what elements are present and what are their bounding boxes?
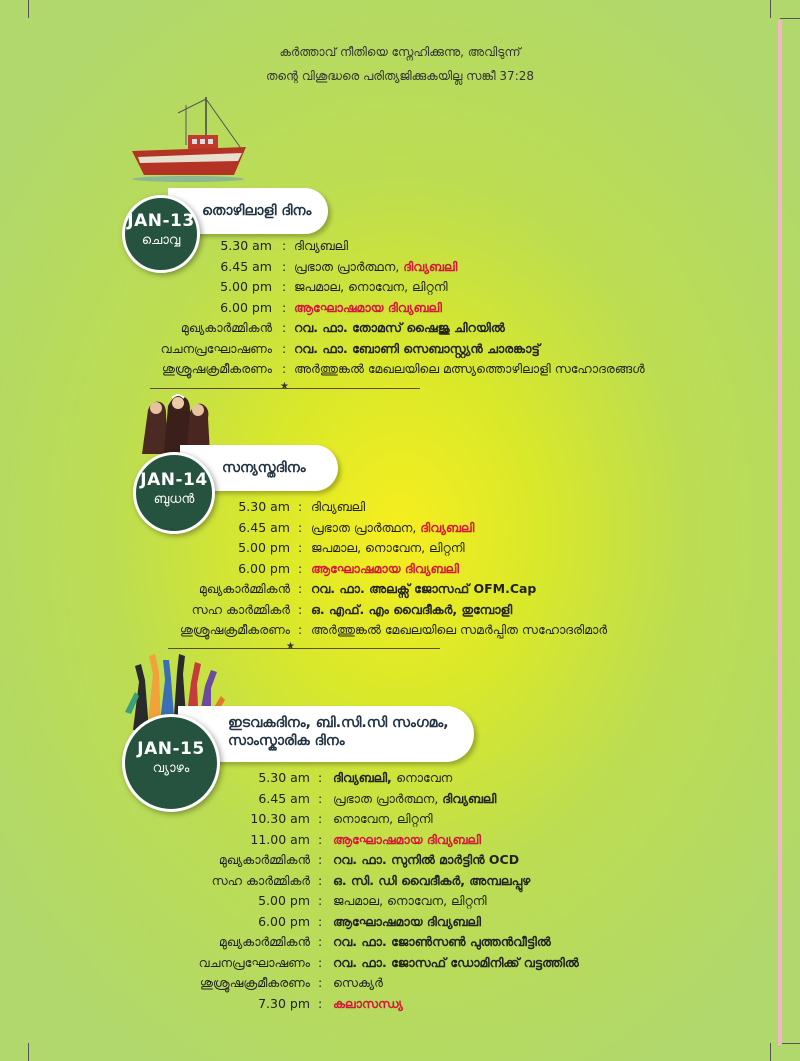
row-value: പ്രഭാത പ്രാർത്ഥന, ദിവ്യബലി — [311, 519, 475, 535]
schedule-row: മുഖ്യകാർമ്മികൻ : റവ. ഫാ. അലക്സ് ജോസഫ് OFM.Cap — [0, 579, 800, 600]
row-label: സഹ കാർമ്മികർ — [191, 601, 290, 617]
row-value: റവ. ഫാ. ജോസഫ് ഡോമിനിക്ക് വട്ടത്തിൽ — [333, 954, 579, 970]
section-divider — [168, 648, 440, 649]
row-value: ആഘോഷമായ ദിവ്യബലി — [333, 831, 481, 847]
row-value: ജപമാല, നൊവേന, ലിറ്റനി — [311, 540, 465, 555]
schedule-row: 5.30 am : ദിവ്യബലി — [0, 236, 800, 257]
row-label: മുഖ്യകാർമ്മികൻ — [218, 934, 310, 949]
weekday-label: വ്യാഴം — [152, 761, 190, 776]
crop-mark — [28, 0, 29, 18]
row-label: 5.00 pm — [220, 279, 272, 294]
schedule-row: 6.45 am : പ്രഭാത പ്രാർത്ഥന, ദിവ്യബലി — [0, 257, 800, 278]
schedule-row: വചനപ്രഘോഷണം : റവ. ഫാ. ജോസഫ് ഡോമിനിക്ക് വട്ടത്തിൽ — [0, 953, 800, 974]
row-label: 5.00 pm — [238, 540, 290, 555]
row-value: റവ. ഫാ. സുനിൽ മാർട്ടിൻ OCD — [333, 852, 520, 867]
row-label: 6.45 am — [220, 258, 272, 274]
section-title-line-2: സാംസ്കാരിക ദിനം — [228, 733, 345, 749]
row-label: 7.30 pm — [258, 995, 310, 1011]
crop-mark — [780, 18, 800, 19]
row-value: റവ. ഫാ. ജോൺസൺ പുത്തൻവീട്ടിൽ — [333, 934, 551, 949]
section-title — [228, 714, 449, 750]
schedule-row: മുഖ്യകാർമ്മികൻ : റവ. ഫാ. ജോൺസൺ പുത്തൻവീട്ടിൽ — [0, 932, 800, 953]
date-label: JAN-14 — [140, 470, 208, 490]
row-label: 10.30 am — [250, 811, 310, 826]
row-label: ശുശ്രൂഷക്രമീകരണം — [179, 622, 290, 637]
row-label: 11.00 am — [250, 831, 310, 847]
row-value: റവ. ഫാ. തോമസ് ഷൈജു ചിറയിൽ — [294, 320, 505, 335]
row-value: നൊവേന, ലിറ്റനി — [333, 811, 433, 826]
schedule-row: സഹ കാർമ്മികർ : ഒ. സി. ഡി വൈദീകർ, അമ്പലപ്പുഴ — [0, 871, 800, 892]
schedule-row: വചനപ്രഘോഷണം : റവ. ഫാ. ബോണി സെബാസ്റ്റ്യൻ ചാരങ്കാട്ട് — [0, 339, 800, 360]
row-label: മുഖ്യകാർമ്മികൻ — [218, 852, 310, 867]
row-label: 5.30 am — [258, 770, 310, 785]
row-value: ആഘോഷമായ ദിവ്യബലി — [311, 560, 459, 576]
divider-star-icon: ★ — [286, 641, 295, 652]
row-label: 6.00 pm — [258, 913, 310, 929]
section-title-tab — [178, 706, 474, 762]
schedule-row: 6.00 pm : ആഘോഷമായ ദിവ്യബലി — [0, 912, 800, 933]
section-title-line-1: ഇടവകദിനം, ബി.സി.സി സംഗമം, — [228, 715, 449, 731]
row-value: റവ. ഫാ. അലക്സ് ജോസഫ് OFM.Cap — [311, 581, 537, 596]
row-value: പ്രഭാത പ്രാർത്ഥന, ദിവ്യബലി — [294, 258, 458, 274]
schedule-section-3 — [0, 768, 800, 1014]
row-label: വചനപ്രഘോഷണം — [198, 954, 310, 970]
row-value: അർത്തുങ്കൽ മേഖലയിലെ മത്സ്യത്തൊഴിലാളി സഹോദരങ്ങൾ — [294, 361, 645, 376]
row-value: ഒ. സി. ഡി വൈദീകർ, അമ്പലപ്പുഴ — [333, 872, 531, 888]
schedule-section-1 — [0, 236, 800, 380]
row-value: ദിവ്യബലി — [294, 238, 349, 253]
crop-mark — [770, 0, 771, 18]
schedule-row: 6.45 am : പ്രഭാത പ്രാർത്ഥന, ദിവ്യബലി — [0, 518, 800, 539]
schedule-row: സഹ കാർമ്മികർ : ഒ. എഫ്. എം വൈദീകർ, തുമ്പോളി — [0, 600, 800, 621]
row-value: ജപമാല, നൊവേന, ലിറ്റനി — [333, 893, 487, 908]
schedule-row: 6.00 pm : ആഘോഷമായ ദിവ്യബലി — [0, 298, 800, 319]
crop-mark — [770, 1043, 771, 1061]
weekday-label: ബുധൻ — [153, 492, 195, 507]
row-label: 6.45 am — [238, 519, 290, 535]
verse-line-2: തന്റെ വിശുദ്ധരെ പരിത്യജിക്കുകയില്ല സങ്കീ 37:28 — [265, 69, 535, 83]
schedule-row: 6.45 am : പ്രഭാത പ്രാർത്ഥന, ദിവ്യബലി — [0, 789, 800, 810]
row-value: ഒ. എഫ്. എം വൈദീകർ, തുമ്പോളി — [311, 601, 513, 617]
weekday-label: ചൊവ്വ — [141, 233, 181, 248]
schedule-row: 5.00 pm : ജപമാല, നൊവേന, ലിറ്റനി — [0, 277, 800, 298]
row-label: 5.30 am — [220, 238, 272, 253]
row-value: ജപമാല, നൊവേന, ലിറ്റനി — [294, 279, 448, 294]
row-label: മുഖ്യകാർമ്മികൻ — [180, 320, 272, 335]
schedule-row: ശുശ്രൂഷക്രമീകരണം : സെക്യർ — [0, 973, 800, 994]
divider-star-icon: ★ — [280, 381, 289, 392]
row-value: പ്രഭാത പ്രാർത്ഥന, ദിവ്യബലി — [333, 790, 497, 806]
verse-line-1: കർത്താവ് നീതിയെ സ്നേഹിക്കുന്നു, അവിടുന്ന് — [279, 45, 521, 59]
row-value: ആഘോഷമായ ദിവ്യബലി — [294, 299, 442, 315]
row-value: ദിവ്യബലി, നൊവേന — [333, 770, 453, 785]
schedule-row: 10.30 am : നൊവേന, ലിറ്റനി — [0, 809, 800, 830]
row-label: ശുശ്രൂഷക്രമീകരണം — [161, 361, 272, 376]
row-value: ദിവ്യബലി — [311, 499, 366, 514]
date-label: JAN-13 — [127, 211, 195, 231]
row-value: അർത്തുങ്കൽ മേഖലയിലെ സമർപ്പിത സഹോദരിമാർ — [311, 622, 608, 637]
row-label: വചനപ്രഘോഷണം — [160, 340, 272, 356]
schedule-row: 5.30 am : ദിവ്യബലി — [0, 497, 800, 518]
fishing-boat-illustration — [128, 95, 248, 185]
schedule-row: മുഖ്യകാർമ്മികൻ : റവ. ഫാ. തോമസ് ഷൈജു ചിറയിൽ — [0, 318, 800, 339]
row-label: 6.00 pm — [238, 560, 290, 576]
schedule-section-2 — [0, 497, 800, 641]
section-title: സന്യസ്തദിനം — [222, 460, 306, 476]
row-value: റവ. ഫാ. ബോണി സെബാസ്റ്റ്യൻ ചാരങ്കാട്ട് — [294, 340, 540, 356]
schedule-row: 7.30 pm : കലാസന്ധ്യ — [0, 994, 800, 1015]
date-label: JAN-15 — [137, 739, 205, 759]
crop-mark — [28, 1043, 29, 1061]
row-label: ശുശ്രൂഷക്രമീകരണം — [199, 975, 310, 990]
crop-mark — [780, 1043, 800, 1044]
row-value: ആഘോഷമായ ദിവ്യബലി — [333, 913, 481, 929]
schedule-row: 5.30 am : ദിവ്യബലി, നൊവേന — [0, 768, 800, 789]
section-title: തൊഴിലാളി ദിനം — [202, 203, 312, 219]
row-label: 6.45 am — [258, 790, 310, 806]
schedule-row: 6.00 pm : ആഘോഷമായ ദിവ്യബലി — [0, 559, 800, 580]
row-value: സെക്യർ — [333, 975, 383, 990]
schedule-row: മുഖ്യകാർമ്മികൻ : റവ. ഫാ. സുനിൽ മാർട്ടിൻ OCD — [0, 850, 800, 871]
row-label: മുഖ്യകാർമ്മികൻ — [198, 581, 290, 596]
schedule-row: 5.00 pm : ജപമാല, നൊവേന, ലിറ്റനി — [0, 538, 800, 559]
schedule-row: ശുശ്രൂഷക്രമീകരണം : അർത്തുങ്കൽ മേഖലയിലെ മത്സ്യത്തൊഴിലാളി സഹോദരങ്ങൾ — [0, 359, 800, 380]
row-label: 6.00 pm — [220, 299, 272, 315]
schedule-row: 11.00 am : ആഘോഷമായ ദിവ്യബലി — [0, 830, 800, 851]
row-label: 5.00 pm — [258, 893, 310, 908]
row-value: കലാസന്ധ്യ — [333, 995, 403, 1011]
row-label: സഹ കാർമ്മികർ — [211, 872, 310, 888]
bible-verse — [0, 40, 800, 88]
schedule-row: 5.00 pm : ജപമാല, നൊവേന, ലിറ്റനി — [0, 891, 800, 912]
row-label: 5.30 am — [238, 499, 290, 514]
schedule-row: ശുശ്രൂഷക്രമീകരണം : അർത്തുങ്കൽ മേഖലയിലെ സമർപ്പിത സഹോദരിമാർ — [0, 620, 800, 641]
